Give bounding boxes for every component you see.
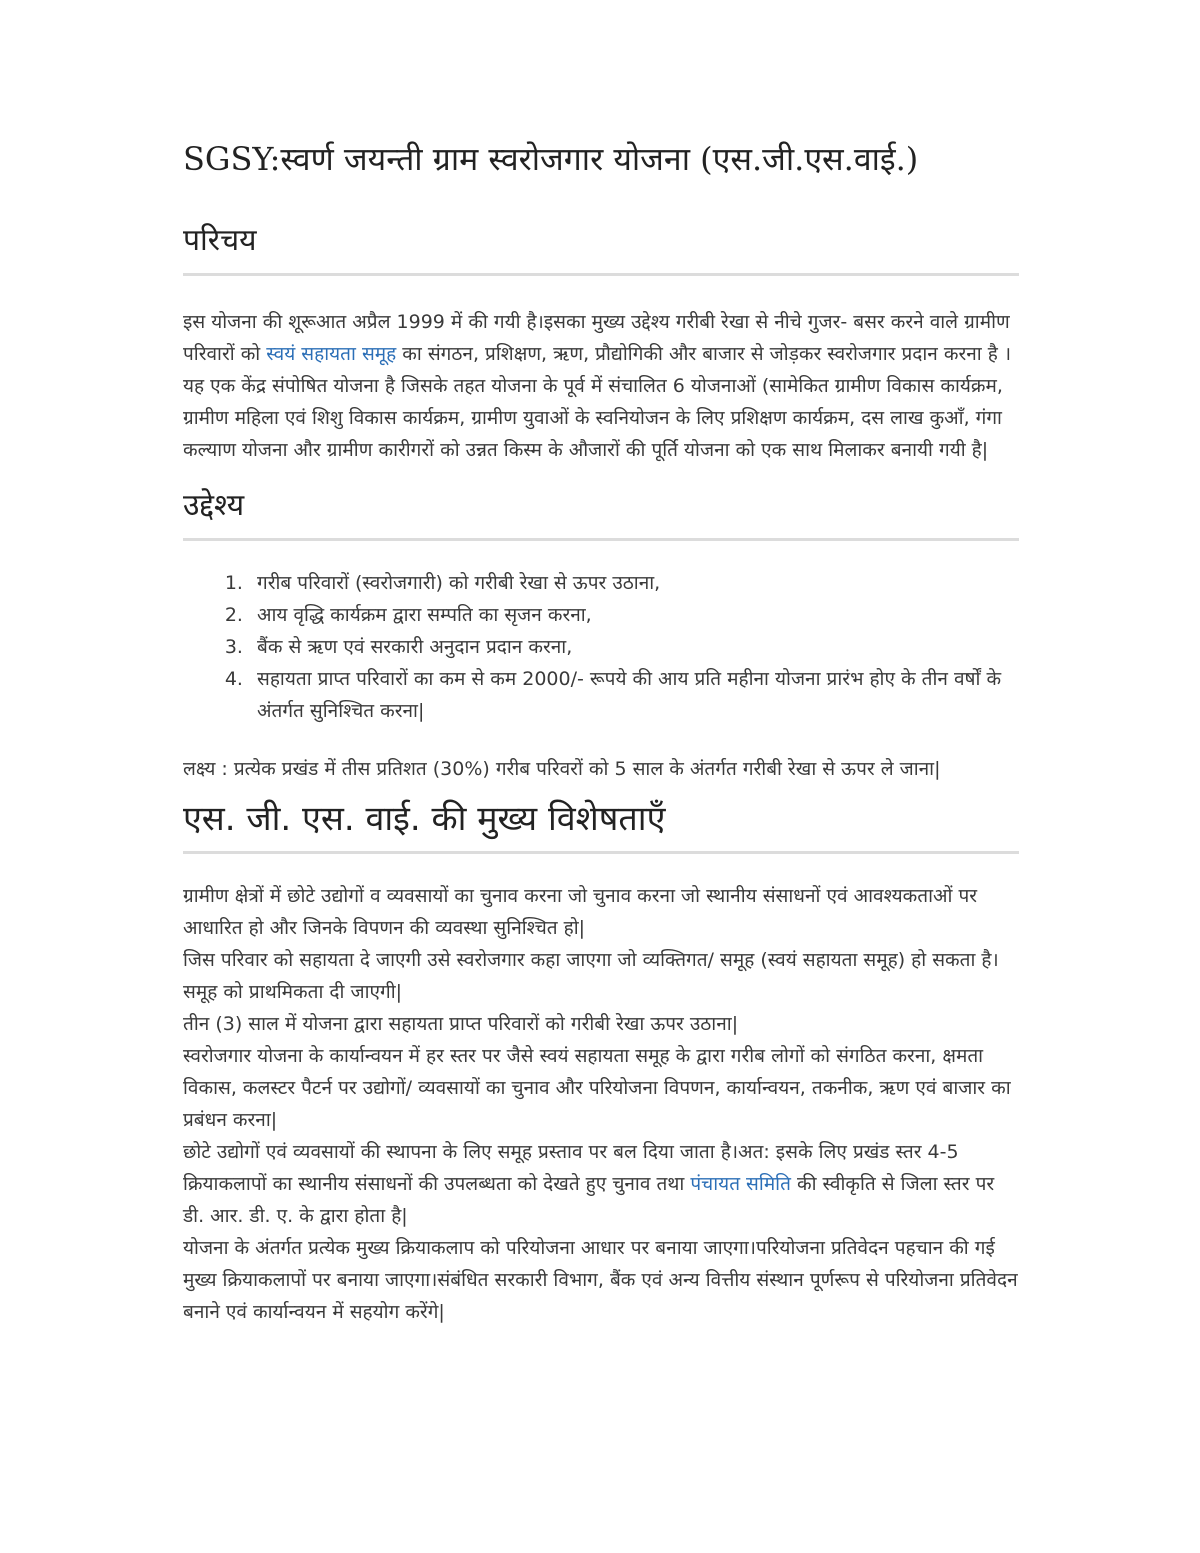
feature-text-end: की स्वीकृति से जिला स्तर पर डी. आर. डी. ए. के द्वारा होता है| [183,1173,995,1227]
feature-paragraph: ग्रामीण क्षेत्रों में छोटे उद्योगों व व्यवसायों का चुनाव करना जो चुनाव करना जो स्थानीय संसाधनों एवं आवश्यकताओं पर आधारित हो और जिनके विपणन की व्यवस्था सुनिश्चित हो| [183,885,978,939]
objectives-list [183,567,1019,727]
feature-paragraph: स्वरोजगार योजना के कार्यान्वयन में हर स्तर पर जैसे स्वयं सहायता समूह के द्वारा गरीब लोगों को संगठित करना, क्षमता विकास, कलस्टर पैटर्न पर उद्योगों/ व्यवसायों का चुनाव और परियोजना विपणन, कार्यान्वयन, तकनीक, ऋण एवं बाजार का प्रबंधन करना| [183,1045,1011,1131]
features-heading: एस. जी. एस. वाई. की मुख्य विशेषताएँ [183,797,1019,854]
objective-item: 3. बैंक से ऋण एवं सरकारी अनुदान प्रदान करना, [249,631,1019,663]
feature-text-start: छोटे उद्योगों एवं व्यवसायों की स्थापना के लिए समूह प्रस्ताव पर बल दिया जाता है।अत: इसके लिए प्रखंड स्तर 4-5 क्रियाकलापों का स्थानीय संसाधनों की उपलब्धता को देखते हुए चुनाव तथा [183,1141,959,1195]
objective-item: 4. सहायता प्राप्त परिवारों का कम से कम 2000/- रूपये की आय प्रति महीना योजना प्रारंभ होए के तीन वर्षों के अंतर्गत सुनिश्चित करना| [249,663,1019,727]
panchayat-samiti-link[interactable]: पंचायत समिति [690,1173,791,1195]
self-help-group-link[interactable]: स्वयं सहायता समूह [266,343,397,365]
feature-paragraph [183,1136,1019,1232]
intro-heading: परिचय [183,219,1019,276]
intro-text-end: का संगठन, प्रशिक्षण, ऋण, प्रौद्योगिकी और बाजार से जोड़कर स्वरोजगार प्रदान करना है ।यह एक केंद्र संपोषित योजना है जिसके तहत योजना के पूर्व में संचालित 6 योजनाओं (सामेकित ग्रामीण विकास कार्यक्रम, ग्रामीण महिला एवं शिशु विकास कार्यक्रम, ग्रामीण युवाओं के स्वनियोजन के लिए प्रशिक्षण कार्यक्रम, दस लाख कुआँ, गंगा कल्याण योजना और ग्रामीण कारीगरों को उन्नत किस्म के औजारों की पूर्ति योजना को एक साथ मिलाकर बनायी गयी है| [183,343,1012,461]
intro-text-start: इस योजना की शूरूआत अप्रैल 1999 में की गयी है।इसका मुख्य उद्देश्य गरीबी रेखा से नीचे गुजर- बसर करने वाले ग्रामीण परिवारों को [183,311,1010,365]
feature-paragraph: जिस परिवार को सहायता दे जाएगी उसे स्वरोजगार कहा जाएगा जो व्यक्तिगत/ समूह (स्वयं सहायता समूह) हो सकता है।समूह को प्राथमिकता दी जाएगी| [183,949,999,1003]
feature-paragraph: तीन (3) साल में योजना द्वारा सहायता प्राप्त परिवारों को गरीबी रेखा ऊपर उठाना| [183,1013,739,1035]
document-content [183,135,1019,1328]
objective-item: 2. आय वृद्धि कार्यक्रम द्वारा सम्पति का सृजन करना, [249,599,1019,631]
target-paragraph: लक्ष्य : प्रत्येक प्रखंड में तीस प्रतिशत (30%) गरीब परिवरों को 5 साल के अंतर्गत गरीबी रेखा से ऊपर ले जाना| [183,758,941,780]
page-title: SGSY:स्वर्ण जयन्ती ग्राम स्वरोजगार योजना (एस.जी.एस.वाई.) [183,140,919,178]
objective-item: 1. गरीब परिवारों (स्वरोजगारी) को गरीबी रेखा से ऊपर उठाना, [249,567,1019,599]
feature-paragraph: योजना के अंतर्गत प्रत्येक मुख्य क्रियाकलाप को परियोजना आधार पर बनाया जाएगा।परियोजना प्रतिवेदन पहचान की गई मुख्य क्रियाकलापों पर बनाया जाएगा।संबंधित सरकारी विभाग, बैंक एवं अन्य वित्तीय संस्थान पूर्णरूप से परियोजना प्रतिवेदन बनाने एवं कार्यान्वयन में सहयोग करेंगे| [183,1237,1018,1323]
objectives-heading: उद्देश्य [183,484,1019,541]
intro-paragraph [183,306,1019,466]
features-body [183,880,1019,1328]
